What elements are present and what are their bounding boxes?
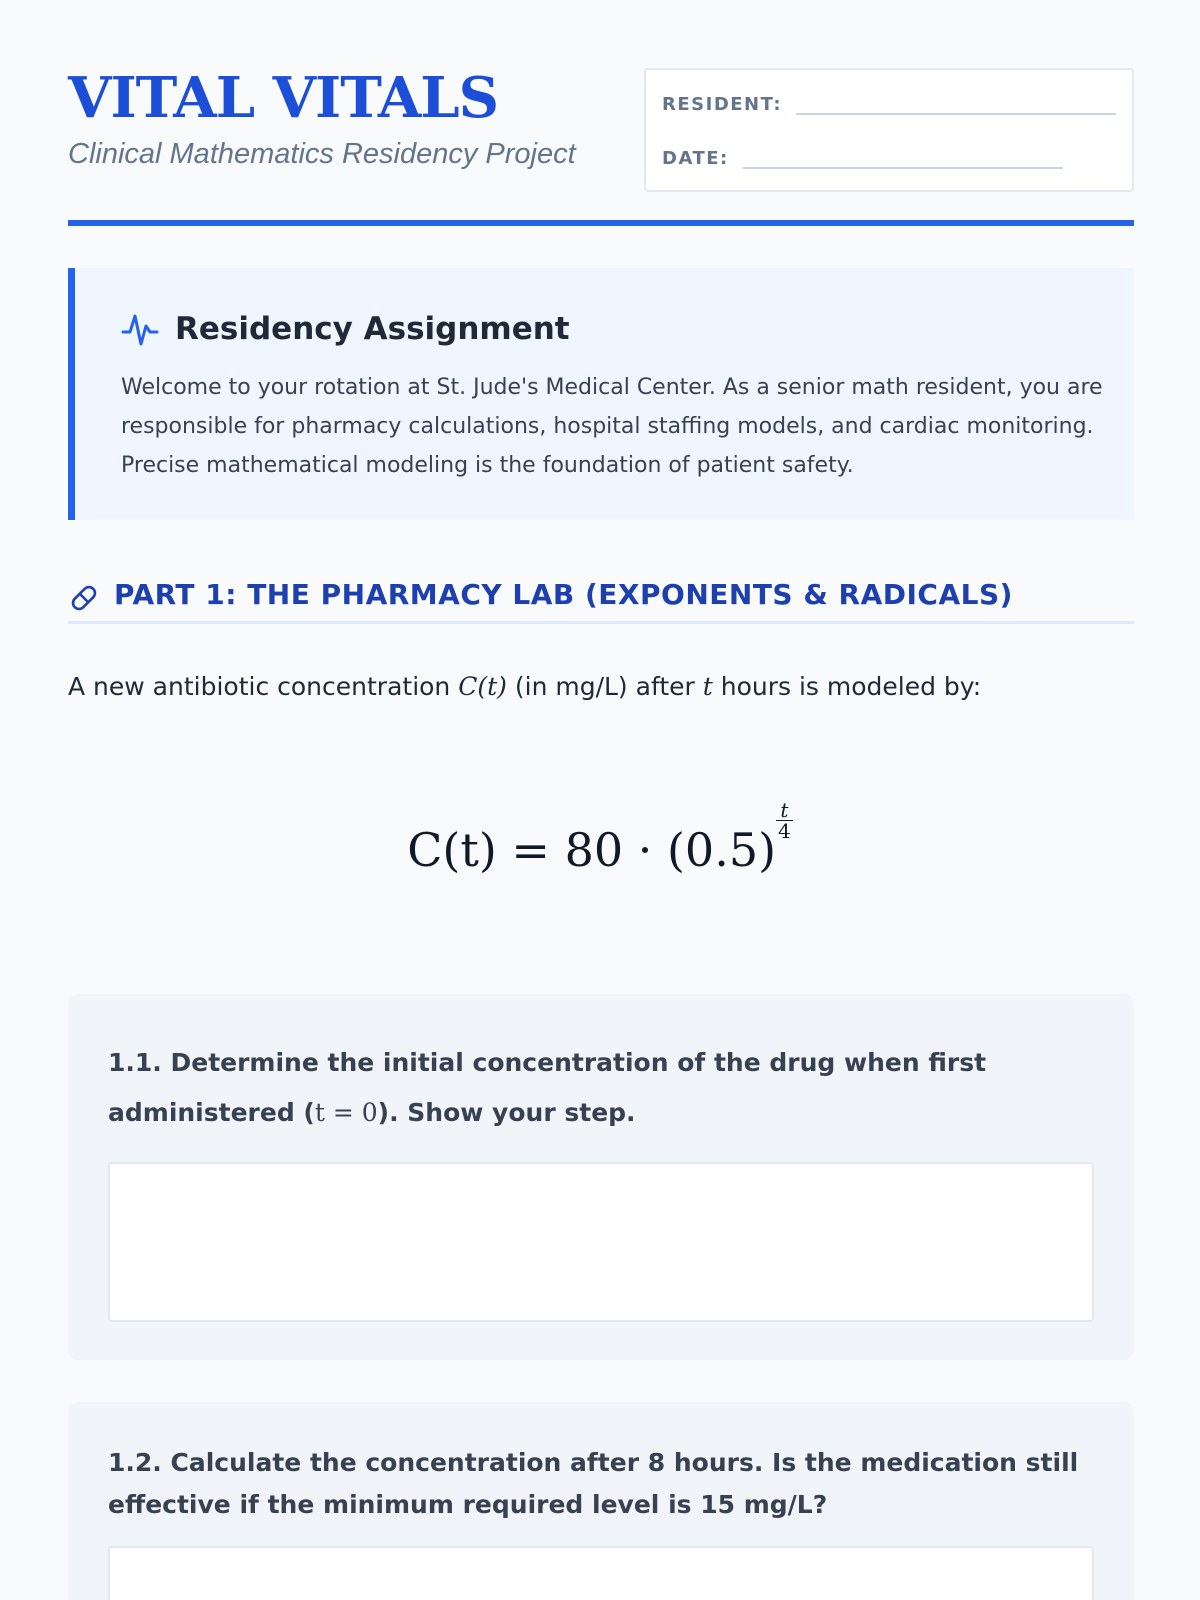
exponent-denominator: 4 (778, 819, 791, 843)
assignment-callout (68, 268, 1134, 520)
assignment-heading (121, 310, 570, 348)
document-header (68, 66, 1134, 226)
answer-box-1-1[interactable] (108, 1162, 1094, 1322)
date-input-line[interactable] (743, 149, 1063, 169)
intro-text-after: hours is modeled by: (712, 672, 982, 701)
pill-icon (68, 582, 100, 614)
assignment-title: Residency Assignment (175, 311, 570, 347)
date-row (662, 148, 1063, 169)
part1-title: PART 1: THE PHARMACY LAB (EXPONENTS & RADICALS) (114, 578, 1013, 611)
resident-info-box (644, 68, 1134, 192)
question-text-1-2: 1.2. Calculate the concentration after 8 hours. Is the medication still effective if the minimum required level is 15 mg/L? (108, 1448, 1079, 1519)
heartbeat-icon (121, 310, 159, 348)
q11-text-after: ). Show your step. (377, 1098, 636, 1127)
assignment-body: Welcome to your rotation at St. Jude's Medical Center. As a senior math resident, you are responsible for pharmacy calculations, hospital staffing models, and cardiac monitoring. Precise mathematical modeling is the foundation of patient safety. (121, 375, 1103, 478)
question-card-1-2 (68, 1402, 1134, 1600)
question-text-1-1 (108, 1038, 1098, 1138)
q11-math: t = 0 (314, 1098, 378, 1127)
formula-main: C(t) = 80 · (0.5) (407, 823, 777, 877)
resident-row (662, 94, 1116, 115)
intro-text-middle: (in mg/L) after (506, 672, 703, 701)
exponent-numerator: t (780, 798, 789, 822)
intro-text-before: A new antibiotic concentration (68, 672, 459, 701)
answer-box-1-2[interactable] (108, 1546, 1094, 1600)
document-title: VITAL VITALS (68, 65, 499, 131)
document-subtitle: Clinical Mathematics Residency Project (68, 138, 576, 170)
date-label: DATE: (662, 148, 729, 169)
intro-var-c: C(t) (458, 672, 507, 701)
part1-heading (68, 578, 1134, 624)
resident-input-line[interactable] (796, 95, 1116, 115)
formula-exponent (776, 800, 793, 841)
resident-label: RESIDENT: (662, 94, 783, 115)
question-card-1-1 (68, 994, 1134, 1360)
part1-intro (68, 672, 981, 701)
header-divider (68, 220, 1134, 226)
intro-var-t: t (702, 672, 713, 701)
concentration-formula (0, 800, 1200, 877)
q11-text-before: 1.1. Determine the initial concentration of the drug when first administered ( (108, 1048, 987, 1127)
